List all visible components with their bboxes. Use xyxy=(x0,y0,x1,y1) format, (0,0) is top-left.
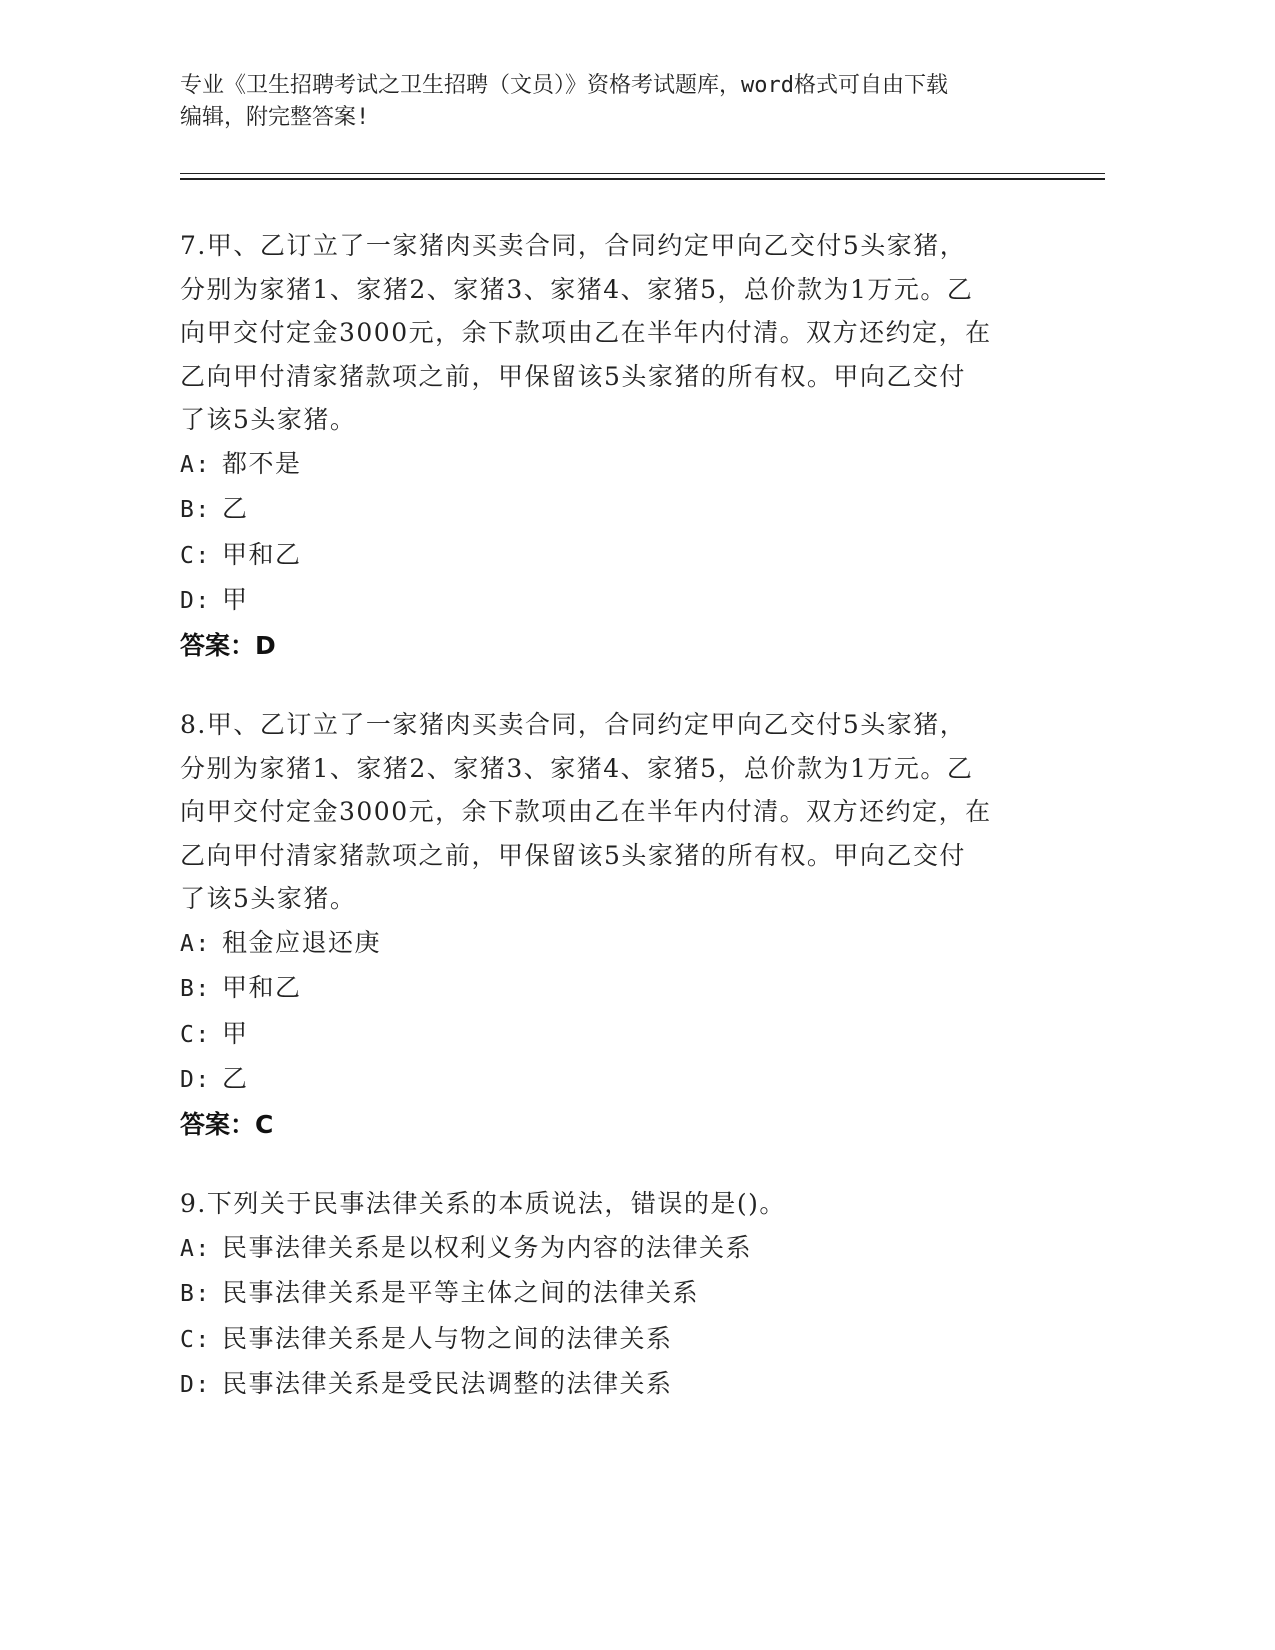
option-text: 甲和乙 xyxy=(222,539,302,569)
header-line-2: 编辑，附完整答案! xyxy=(180,105,370,130)
option-a xyxy=(180,921,1080,967)
stem-line: 乙向甲付清家猪款项之前，甲保留该5头家猪的所有权。甲向乙交付 xyxy=(180,840,966,870)
answer-line: 答案：D xyxy=(180,630,276,660)
option-letter: D: xyxy=(180,1372,211,1398)
option-b xyxy=(180,1271,1080,1317)
option-letter: B: xyxy=(180,1281,211,1307)
stem-line: 8.甲、乙订立了一家猪肉买卖合同，合同约定甲向乙交付5头家猪， xyxy=(180,710,967,739)
option-c xyxy=(180,533,1080,579)
stem-line: 了该5头家猪。 xyxy=(180,884,357,913)
option-letter: A: xyxy=(180,1235,211,1262)
option-b xyxy=(180,966,1080,1012)
option-text: 乙 xyxy=(222,1064,249,1093)
question-stem xyxy=(180,1182,1080,1226)
stem-line: 向甲交付定金3000元，余下款项由乙在半年内付清。双方还约定，在 xyxy=(180,797,992,826)
option-letter: A: xyxy=(180,930,211,957)
document-header xyxy=(180,70,1110,134)
stem-line: 9.下列关于民事法律关系的本质说法，错误的是()。 xyxy=(180,1189,786,1218)
option-text: 民事法律关系是受民法调整的法律关系 xyxy=(222,1369,673,1398)
option-text: 甲和乙 xyxy=(222,973,302,1002)
option-letter: D: xyxy=(180,1067,211,1093)
option-text: 民事法律关系是人与物之间的法律关系 xyxy=(222,1323,673,1353)
option-letter: B: xyxy=(180,976,211,1002)
option-letter: A: xyxy=(180,451,211,478)
question-9 xyxy=(180,1182,1080,1408)
option-text: 租金应退还庚 xyxy=(222,927,382,957)
answer-line: 答案：C xyxy=(180,1109,274,1139)
option-text: 都不是 xyxy=(222,448,302,478)
stem-line: 7.甲、乙订立了一家猪肉买卖合同，合同约定甲向乙交付5头家猪， xyxy=(180,231,967,260)
option-b xyxy=(180,487,1080,533)
header-divider-thick xyxy=(180,178,1105,180)
option-text: 民事法律关系是平等主体之间的法律关系 xyxy=(222,1278,700,1307)
option-letter: B: xyxy=(180,497,211,523)
question-7 xyxy=(180,224,1080,667)
option-d xyxy=(180,578,1080,624)
option-d xyxy=(180,1362,1080,1408)
header-line-1: 专业《卫生招聘考试之卫生招聘（文员）》资格考试题库，word格式可自由下载 xyxy=(180,73,948,98)
option-letter: D: xyxy=(180,588,211,614)
option-text: 民事法律关系是以权利义务为内容的法律关系 xyxy=(222,1232,753,1262)
option-text: 甲 xyxy=(222,585,249,614)
option-text: 乙 xyxy=(222,494,249,523)
stem-line: 了该5头家猪。 xyxy=(180,405,357,434)
question-stem xyxy=(180,224,1080,442)
question-stem xyxy=(180,703,1080,921)
option-c xyxy=(180,1012,1080,1058)
option-a xyxy=(180,1226,1080,1272)
option-a xyxy=(180,442,1080,488)
option-letter: C: xyxy=(180,1326,211,1353)
option-d xyxy=(180,1057,1080,1103)
option-c xyxy=(180,1317,1080,1363)
header-divider-thin xyxy=(180,173,1105,174)
question-8 xyxy=(180,703,1080,1146)
stem-line: 向甲交付定金3000元，余下款项由乙在半年内付清。双方还约定，在 xyxy=(180,318,992,347)
option-text: 甲 xyxy=(222,1018,249,1048)
stem-line: 乙向甲付清家猪款项之前，甲保留该5头家猪的所有权。甲向乙交付 xyxy=(180,361,966,391)
option-letter: C: xyxy=(180,1021,211,1048)
option-letter: C: xyxy=(180,542,211,569)
stem-line: 分别为家猪1、家猪2、家猪3、家猪4、家猪5，总价款为1万元。乙 xyxy=(180,753,974,783)
stem-line: 分别为家猪1、家猪2、家猪3、家猪4、家猪5，总价款为1万元。乙 xyxy=(180,274,974,304)
